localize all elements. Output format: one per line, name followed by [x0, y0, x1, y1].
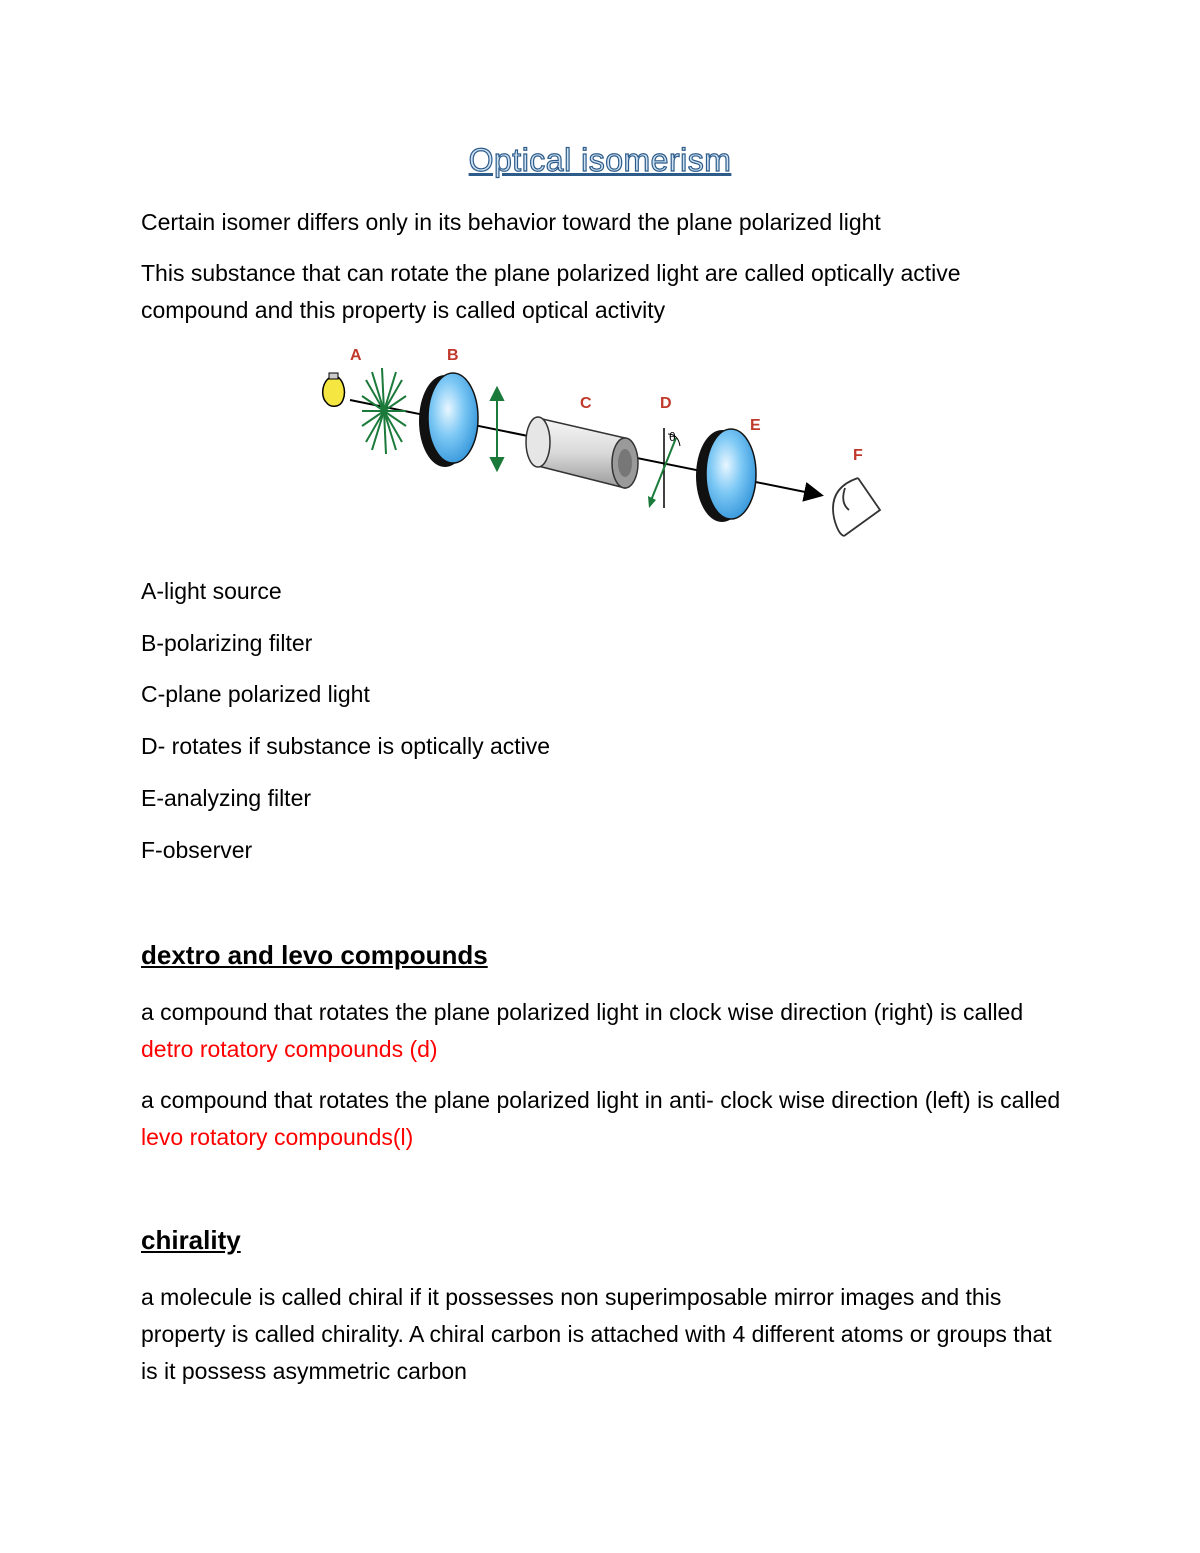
chirality-paragraph: a molecule is called chiral if it possesses non superimposable mirror images and this property is called chirality. A chiral carbon is attached with 4 different atoms or groups that is it possess asymmetric carbon — [141, 1284, 1052, 1384]
observer-eye-icon — [833, 478, 880, 536]
legend-item: A-light source — [141, 578, 282, 604]
sample-tube — [526, 417, 638, 488]
intro-paragraph-2: This substance that can rotate the plane polarized light are called optically active compound and this property is called optical activity — [141, 260, 961, 323]
legend-item: E-analyzing filter — [141, 785, 312, 811]
section-heading-dextro-levo: dextro and levo compounds — [141, 940, 488, 970]
light-bulb-icon — [323, 373, 345, 406]
analyzing-filter — [696, 429, 756, 522]
legend-item: B-polarizing filter — [141, 630, 313, 656]
legend-item: D- rotates if substance is optically active — [141, 733, 551, 759]
theta-symbol: θ — [669, 430, 676, 444]
polarimeter-diagram — [300, 338, 900, 550]
label-e: E — [750, 417, 761, 434]
legend-item: C-plane polarized light — [141, 681, 370, 707]
label-f: F — [853, 447, 863, 464]
label-d: D — [660, 395, 672, 412]
unpolarized-light-icon — [362, 368, 406, 454]
label-a: A — [350, 347, 362, 364]
dextro-paragraph — [141, 994, 1061, 1068]
intro-paragraph-1: Certain isomer differs only in its behavior toward the plane polarized light — [141, 209, 881, 235]
section-heading-chirality: chirality — [141, 1225, 241, 1255]
levo-text: a compound that rotates the plane polarized light in anti- clock wise direction (left) is called — [141, 1087, 1061, 1113]
levo-paragraph — [141, 1082, 1061, 1156]
polarizing-filter — [419, 373, 478, 467]
levo-highlight: levo rotatory compounds(l) — [141, 1124, 414, 1150]
dextro-highlight: detro rotatory compounds (d) — [141, 1036, 438, 1062]
legend-item: F-observer — [141, 837, 253, 863]
label-c: C — [580, 395, 592, 412]
dextro-text: a compound that rotates the plane polarized light in clock wise direction (right) is called — [141, 999, 1024, 1025]
page-title: Optical isomerism — [468, 142, 732, 178]
label-b: B — [447, 347, 459, 364]
